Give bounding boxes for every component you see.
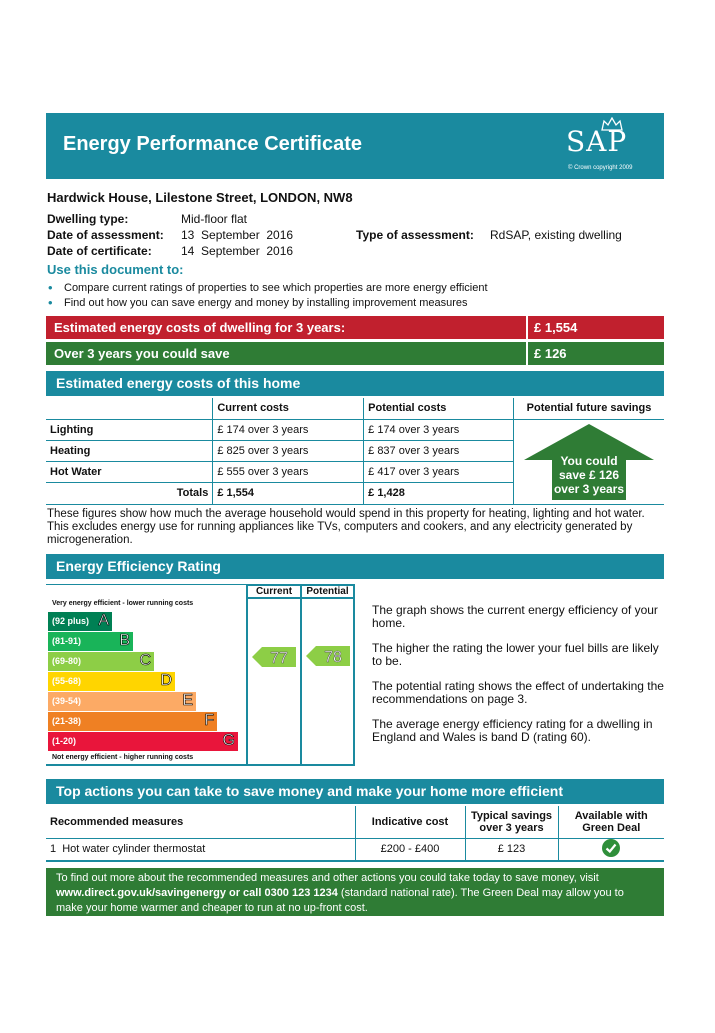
certificate-date-label: Date of certificate: xyxy=(47,244,152,258)
use-document-list xyxy=(47,281,488,311)
band-range: (55-68) xyxy=(52,676,82,686)
estimated-cost-label: Estimated energy costs of dwelling for 3 years: xyxy=(54,320,346,335)
table-row: Hot Water £ 555 over 3 years £ 417 over 3 years xyxy=(46,462,664,483)
eer-section-header: Energy Efficiency Rating xyxy=(46,554,664,579)
rating-band-e xyxy=(48,692,196,711)
eer-top-note: Very energy efficient - lower running costs xyxy=(52,600,194,607)
current-costs-header: Current costs xyxy=(213,398,364,419)
band-letter: G xyxy=(222,732,235,749)
savings-arrow-icon xyxy=(514,420,664,504)
eer-explanation: The graph shows the current energy efficiency of your home. The higher the rating the lower your fuel bills are likely to be. The potential rating shows the effect of undertaking the recommendations on page 3. The average energy efficiency rating for a dwelling in England and Wales is band D (rating 60). xyxy=(372,603,664,744)
sap-logo: SAP xyxy=(566,125,628,158)
totals-current: £ 1,554 xyxy=(213,483,364,504)
svg-text:77: 77 xyxy=(270,650,288,667)
band-letter: F xyxy=(204,712,214,729)
savings-label: Over 3 years you could save xyxy=(54,346,230,361)
potential-rating-arrow xyxy=(306,646,350,666)
band-letter: C xyxy=(139,652,151,669)
rating-band-a xyxy=(48,612,112,631)
band-letter: D xyxy=(160,672,172,689)
costs-description: These figures show how much the average household would spend in this property for heating, lighting and hot water. This excludes energy use for running appliances like TVs, computers and cookers, and any electricity generated by microgeneration. xyxy=(47,508,645,546)
table-row: Heating £ 825 over 3 years £ 837 over 3 years xyxy=(46,440,664,461)
band-range: (21-38) xyxy=(52,716,82,726)
dwelling-type-value: Mid-floor flat xyxy=(181,212,248,226)
band-letter: A xyxy=(98,612,109,629)
certificate-header xyxy=(46,113,664,179)
estimated-cost-bar xyxy=(46,316,664,339)
savings-bar xyxy=(46,342,664,365)
list-item: • Find out how you can save energy and money by installing improvement measures xyxy=(47,296,488,311)
totals-potential: £ 1,428 xyxy=(364,483,514,504)
potential-column-header: Potential xyxy=(306,586,349,597)
actions-table: Recommended measures Indicative cost Typical savings over 3 years Available with Green Deal 1 Hot water cylinder thermostat £200 - £400 £ 123 xyxy=(46,806,664,862)
band-range: (39-54) xyxy=(52,696,82,706)
property-address: Hardwick House, Lilestone Street, LONDON, NW8 xyxy=(47,190,353,205)
band-range: (81-91) xyxy=(52,636,82,646)
band-range: (92 plus) xyxy=(52,616,90,626)
current-rating-arrow xyxy=(252,647,296,667)
assessment-date-value: 13 September 2016 xyxy=(181,228,294,242)
assessment-type-value: RdSAP, existing dwelling xyxy=(490,228,622,242)
savings-value: £ 126 xyxy=(534,346,567,361)
future-savings-header: Potential future savings xyxy=(514,398,665,419)
savings-arrow-line1: You could xyxy=(560,453,618,468)
rating-band-c xyxy=(48,652,154,671)
band-letter: B xyxy=(119,632,130,649)
footer-link[interactable]: www.direct.gov.uk/savingenergy or call 0300 123 1234 xyxy=(56,887,338,899)
band-range: (69-80) xyxy=(52,656,82,666)
rating-band-f xyxy=(48,712,217,731)
rating-band-d xyxy=(48,672,175,691)
dwelling-type-label: Dwelling type: xyxy=(47,212,129,226)
costs-section-header: Estimated energy costs of this home xyxy=(46,371,664,396)
svg-text:78: 78 xyxy=(324,649,342,666)
use-document-title: Use this document to: xyxy=(47,262,184,277)
rating-band-b xyxy=(48,632,133,651)
certificate-title: Energy Performance Certificate xyxy=(63,133,363,155)
footer-info: To find out more about the recommended measures and other actions you could take today to save money, visit www.direct.gov.uk/savingenergy or call 0300 123 1234 (standard national rate). The Green Deal may allow you to make your home warmer and cheaper to run at no up-front cost. xyxy=(46,868,664,916)
eer-bottom-note: Not energy efficient - higher running costs xyxy=(52,754,194,761)
savings-arrow-line2: save £ 126 xyxy=(558,467,620,482)
logo-copyright: © Crown copyright 2009 xyxy=(568,165,633,171)
potential-costs-header: Potential costs xyxy=(364,398,514,419)
assessment-date-label: Date of assessment: xyxy=(47,228,164,242)
band-letter: E xyxy=(182,692,193,709)
estimated-cost-value: £ 1,554 xyxy=(534,320,578,335)
totals-label: Totals xyxy=(46,483,213,504)
savings-arrow-line3: over 3 years xyxy=(553,481,625,496)
certificate-date-value: 14 September 2016 xyxy=(181,244,294,258)
table-row: 1 Hot water cylinder thermostat £200 - £400 £ 123 xyxy=(46,838,664,861)
actions-section-header: Top actions you can take to save money and make your home more efficient xyxy=(46,779,664,804)
current-column-header: Current xyxy=(255,586,293,597)
assessment-type-label: Type of assessment: xyxy=(356,228,474,242)
costs-table xyxy=(46,398,664,505)
rating-band-g xyxy=(48,732,238,751)
table-row: Lighting £ 174 over 3 years £ 174 over 3 years You could save £ 126 over 3 years xyxy=(46,419,664,440)
band-range: (1-20) xyxy=(52,736,77,746)
list-item: • Compare current ratings of properties to see which properties are more energy efficient xyxy=(47,281,488,296)
green-deal-check-icon xyxy=(602,839,620,857)
